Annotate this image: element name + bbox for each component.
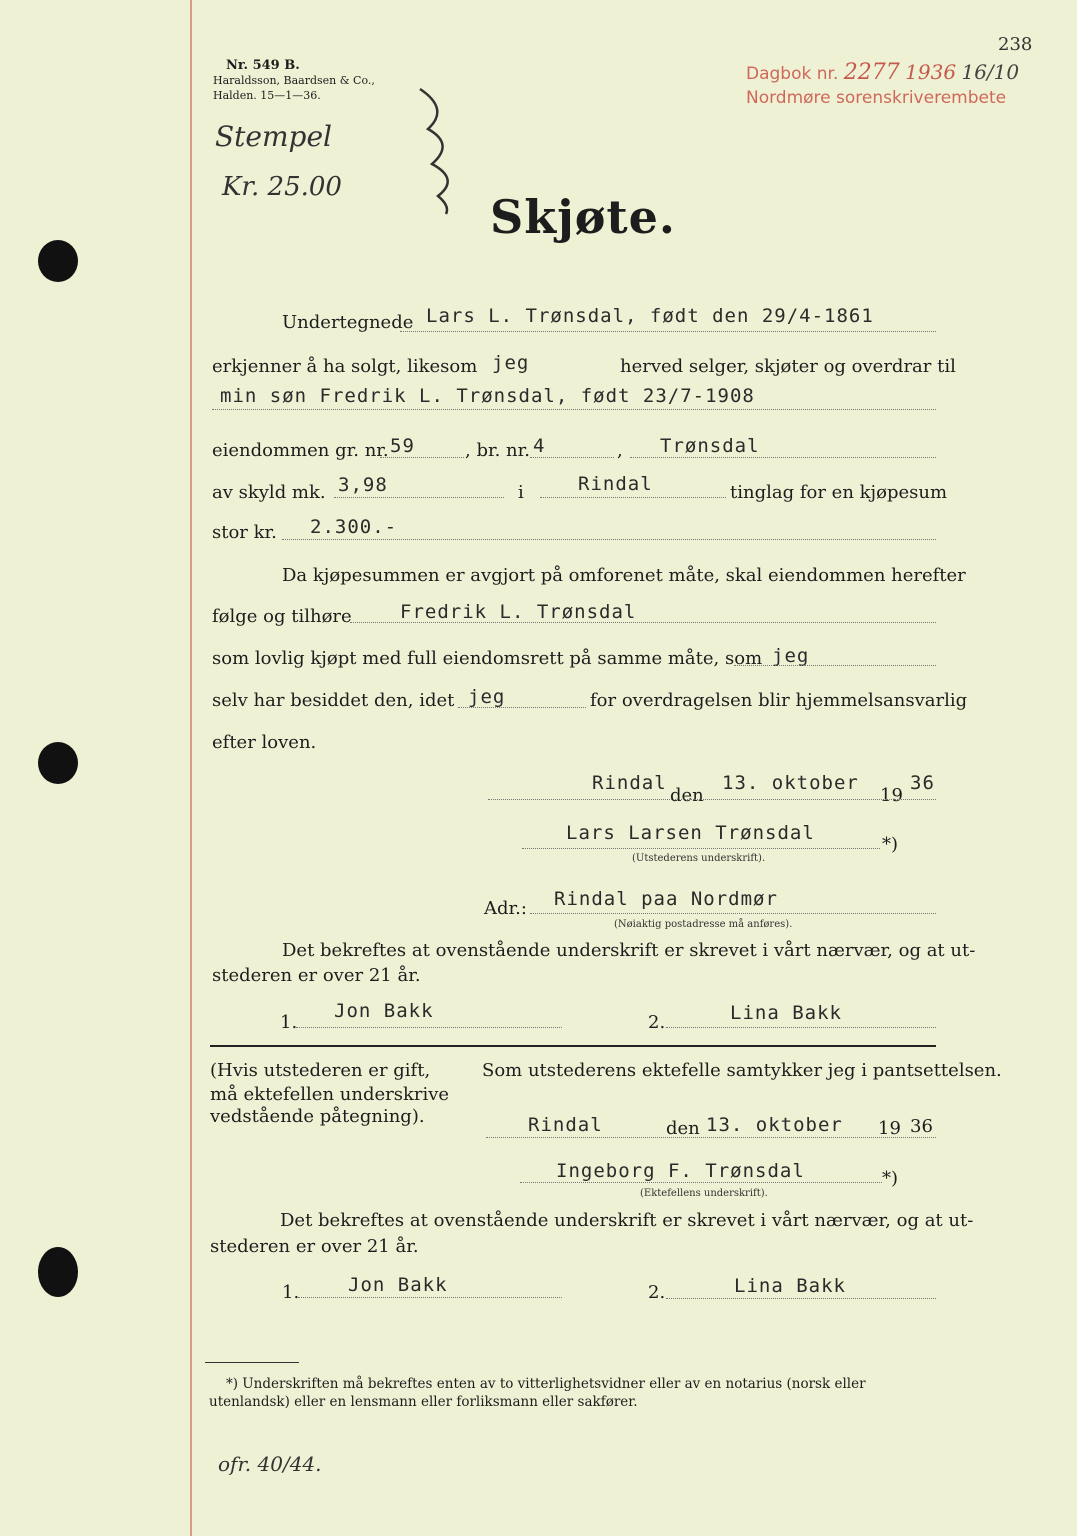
punch-hole-top (38, 240, 78, 282)
spouse-date-line (486, 1137, 936, 1138)
pronoun-2-line (734, 665, 936, 666)
sig1-witness1-line (296, 1027, 562, 1028)
form-number: Nr. 549 B. (226, 58, 300, 73)
seller-pronoun: jeg (492, 352, 530, 374)
price-line (282, 539, 936, 540)
sig1-witness2-num: 2. (648, 1012, 666, 1033)
lovlig-label: som lovlig kjøpt med full eiendomsrett på samme måte, som (212, 648, 763, 669)
punch-hole-middle (38, 742, 78, 784)
buyer-name: min søn Fredrik L. Trønsdal, født 23/7-1908 (220, 385, 755, 407)
gr-nr-line (380, 457, 464, 458)
seller-name: Lars L. Trønsdal, født den 29/4-1861 (426, 305, 874, 327)
pronoun-3: jeg (468, 686, 506, 708)
farm-line (630, 457, 936, 458)
tinglag-label: tinglag for en kjøpesum (730, 482, 948, 503)
punch-hole-bottom (38, 1247, 78, 1297)
spouse-witness2-line (666, 1298, 936, 1299)
skyld-value: 3,98 (338, 474, 388, 496)
skyld-label: av skyld mk. (212, 482, 326, 503)
section-divider (210, 1045, 936, 1047)
dagbok-number: 2277 (843, 60, 900, 85)
folge-label: følge og tilhøre (212, 606, 352, 627)
spouse-note-3: vedstående påtegning). (210, 1106, 425, 1127)
spouse-star: *) (882, 1168, 899, 1189)
spouse-den-label: den (666, 1118, 700, 1139)
eiendommen-label: eiendommen gr. nr. (212, 440, 389, 461)
para2-line1: Da kjøpesummen er avgjort på omforenet måte, skal eiendommen herefter (282, 565, 966, 586)
new-owner-line (350, 622, 936, 623)
office-stamp: Nordmøre sorenskriverembete (746, 88, 1007, 108)
page-title: Skjøte. (490, 190, 676, 244)
tinglag-line (540, 497, 726, 498)
br-nr-line (530, 457, 614, 458)
stamp-fee-amount: Kr. 25.00 (222, 172, 342, 202)
spouse-witness-text-1: Det bekreftes at ovenstående underskrift er skrevet i vårt nærvær, og at ut- (280, 1210, 974, 1231)
pronoun-2: jeg (772, 645, 810, 667)
dagbok-line (746, 60, 1019, 85)
spouse-date: 13. oktober (706, 1114, 843, 1136)
spouse-witness1: Jon Bakk (348, 1274, 448, 1296)
spouse-signer: Ingeborg F. Trønsdal (556, 1160, 805, 1182)
new-owner: Fredrik L. Trønsdal (400, 601, 637, 623)
spouse-note-1: (Hvis utstederen er gift, (210, 1060, 431, 1081)
selv-label: selv har besiddet den, idet (212, 690, 455, 711)
address-line (530, 913, 936, 914)
sig1-signer-line (522, 848, 880, 849)
printer-line-2: Halden. 15—1—36. (213, 89, 321, 102)
sig1-witness2: Lina Bakk (730, 1002, 842, 1024)
page-number: 238 (998, 34, 1033, 55)
farm-name: Trønsdal (660, 435, 760, 457)
sig1-witness1: Jon Bakk (334, 1000, 434, 1022)
sig1-place: Rindal (592, 772, 667, 794)
stamp-fee-label: Stempel (215, 120, 333, 153)
sig1-year-prefix: 19 (880, 785, 903, 806)
spouse-witness1-line (298, 1297, 562, 1298)
spouse-witness-text-2: stederen er over 21 år. (210, 1236, 419, 1257)
dagbok-date: 16/10 (961, 60, 1020, 84)
overdragelse-label: for overdragelsen blir hjemmelsansvarlig (590, 690, 968, 711)
bottom-handwritten-note: ofr. 40/44. (218, 1452, 322, 1476)
dagbok-label: Dagbok nr. (746, 64, 839, 84)
spouse-caption: (Ektefellens underskrift). (640, 1188, 768, 1199)
herved-label: herved selger, skjøter og overdrar til (620, 356, 956, 377)
adr-label: Adr.: (484, 898, 527, 919)
footnote-line-1: *) Underskriften må bekreftes enten av to vitterlighetsvidner eller av en notarius (norsk eller (226, 1376, 866, 1392)
gr-nr-value: 59 (390, 435, 415, 457)
farm-separator: , (617, 440, 623, 461)
spouse-witness1-num: 1. (282, 1282, 300, 1303)
spouse-year-prefix: 19 (878, 1118, 901, 1139)
sig1-witness1-num: 1. (280, 1012, 298, 1033)
sig1-witness2-line (666, 1027, 936, 1028)
address-value: Rindal paa Nordmør (554, 888, 778, 910)
spouse-witness2-num: 2. (648, 1282, 666, 1303)
pronoun-3-line (458, 707, 586, 708)
sig1-year-suffix: 36 (910, 772, 935, 794)
seller-line (400, 331, 936, 332)
sig1-date: 13. oktober (722, 772, 859, 794)
sig1-signer: Lars Larsen Trønsdal (566, 822, 815, 844)
dagbok-year: 1936 (905, 60, 957, 84)
skyld-line (334, 497, 504, 498)
spouse-signer-line (520, 1182, 882, 1183)
buyer-line (212, 409, 936, 410)
tinglag-value: Rindal (578, 473, 653, 495)
brace-mark (410, 84, 470, 219)
spouse-year-suffix: 36 (910, 1116, 933, 1137)
spouse-place: Rindal (528, 1114, 603, 1136)
stor-label: stor kr. (212, 522, 277, 543)
sig1-date-line (488, 799, 936, 800)
spouse-note-2: må ektefellen underskrive (210, 1084, 450, 1105)
spouse-witness2: Lina Bakk (734, 1275, 846, 1297)
i-label: i (518, 482, 524, 503)
br-nr-value: 4 (533, 435, 546, 457)
sig1-caption: (Utstederens underskrift). (632, 853, 766, 864)
sig1-witness-text-1: Det bekreftes at ovenstående underskrift er skrevet i vårt nærvær, og at ut- (282, 940, 976, 961)
printer-line-1: Haraldsson, Baardsen & Co., (213, 74, 375, 87)
footnote-line-2: utenlandsk) eller en lensmann eller forliksmann eller sakfører. (209, 1394, 638, 1410)
red-margin-line (190, 0, 192, 1536)
spouse-consent: Som utstederens ektefelle samtykker jeg i pantsettelsen. (482, 1060, 1002, 1081)
br-nr-label: , br. nr. (465, 440, 530, 461)
erkjenner-label: erkjenner å ha solgt, likesom (212, 356, 478, 377)
sig1-star: *) (882, 834, 899, 855)
sig1-den-label: den (670, 785, 704, 806)
footnote-rule (205, 1362, 299, 1363)
address-caption: (Nøiaktig postadresse må anføres). (614, 919, 793, 930)
sig1-witness-text-2: stederen er over 21 år. (212, 965, 421, 986)
price-value: 2.300.- (310, 516, 398, 538)
efter-loven: efter loven. (212, 732, 317, 753)
undertegnede-label: Undertegnede (282, 312, 414, 333)
